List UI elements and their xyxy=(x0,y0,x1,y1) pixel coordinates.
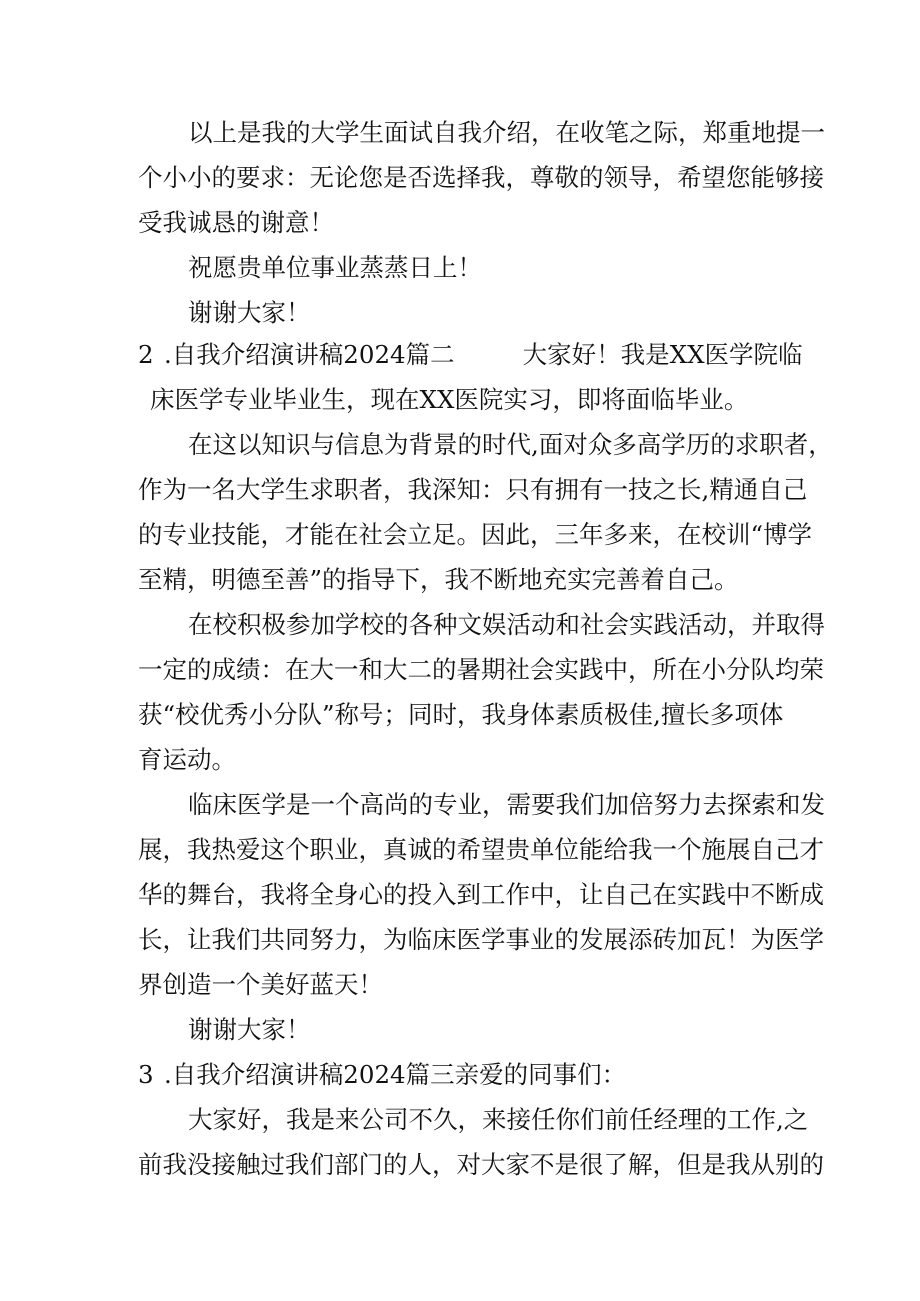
paragraph-line: 一定的成绩：在大一和大二的暑期社会实践中，所在小分队均荣 xyxy=(138,655,824,684)
section-lead-text: 大家好！我是XX医学院临 xyxy=(522,340,803,369)
paragraph-line: 在校积极参加学校的各种文娱活动和社会实践活动，并取得 xyxy=(188,610,825,639)
paragraph-line: 谢谢大家！ xyxy=(188,298,311,327)
paragraph-line: 大家好，我是来公司不久，来接任你们前任经理的工作,之 xyxy=(188,1105,809,1134)
paragraph-line: 在这以知识与信息为背景的时代,面对众多高学历的求职者， xyxy=(188,430,833,459)
paragraph-line: 获“校优秀小分队”称号；同时，我身体素质极佳,擅长多项体 xyxy=(138,700,784,729)
section-title: .自我介绍演讲稿2024篇二 xyxy=(164,340,455,369)
paragraph-line: 谢谢大家！ xyxy=(188,1015,311,1044)
paragraph-line: 个小小的要求：无论您是否选择我，尊敬的领导，希望您能够接 xyxy=(138,163,824,192)
paragraph-line: 前我没接触过我们部门的人，对大家不是很了解，但是我从别的 xyxy=(138,1150,824,1179)
paragraph-line: 以上是我的大学生面试自我介绍，在收笔之际，郑重地提一 xyxy=(188,118,825,147)
section-heading-2 xyxy=(138,340,803,370)
paragraph-line: 作为一名大学生求职者，我深知：只有拥有一技之长,精通自己 xyxy=(138,475,808,504)
paragraph-line: 界创造一个美好蓝天！ xyxy=(138,970,383,999)
section-heading-3 xyxy=(138,1060,626,1090)
paragraph-line: 的专业技能，才能在社会立足。因此，三年多来，在校训“博学 xyxy=(138,520,813,549)
paragraph-line: 长，让我们共同努力，为临床医学事业的发展添砖加瓦！为医学 xyxy=(138,925,824,954)
paragraph-line: 床医学专业毕业生，现在XX医院实习，即将面临毕业。 xyxy=(150,385,749,414)
paragraph-line: 华的舞台，我将全身心的投入到工作中，让自己在实践中不断成 xyxy=(138,880,824,909)
paragraph-line: 临床医学是一个高尚的专业，需要我们加倍努力去探索和发 xyxy=(188,790,825,819)
paragraph-line: 受我诚恳的谢意！ xyxy=(138,208,334,237)
paragraph-line: 展，我热爱这个职业，真诚的希望贵单位能给我一个施展自己才 xyxy=(138,835,824,864)
section-number: 3 xyxy=(138,1060,154,1089)
paragraph-line: 祝愿贵单位事业蒸蒸日上！ xyxy=(188,253,482,282)
paragraph-line: 育运动。 xyxy=(138,745,236,774)
section-title: .自我介绍演讲稿2024篇三亲爱的同事们： xyxy=(164,1060,627,1089)
paragraph-line: 至精，明德至善”的指导下，我不断地充实完善着自己。 xyxy=(138,565,739,594)
section-number: 2 xyxy=(138,340,154,369)
